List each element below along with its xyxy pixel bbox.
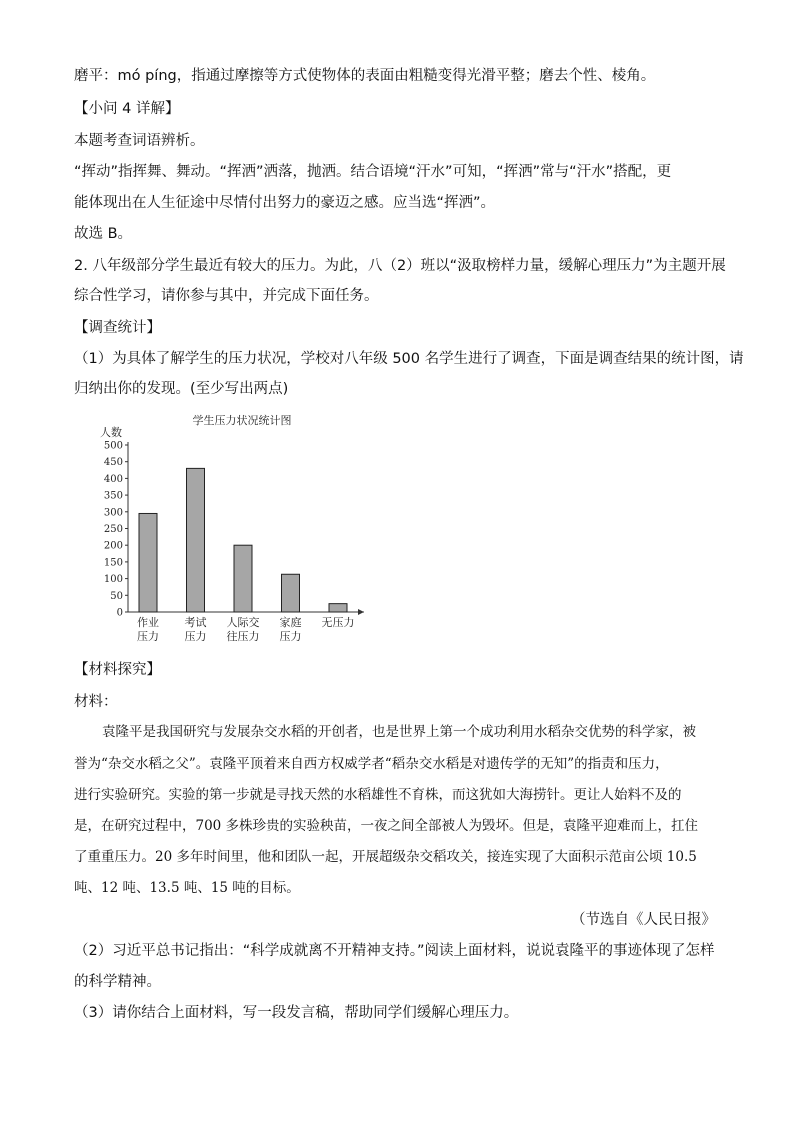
section-heading: 【小问 4 详解】	[74, 101, 180, 117]
y-tick-label: 250	[103, 524, 123, 535]
question-2: 2. 八年级部分学生最近有较大的压力。为此，八（2）班以“汲取榜样力量，缓解心理压力”为主题开展	[74, 258, 726, 274]
material-line: 是，在研究过程中，700 多株珍贵的实验秧苗，一夜之间全部被人为毁坏。但是，袁隆平迎难而上，扛住	[74, 818, 699, 834]
text-line: “挥动”指挥舞、舞动。“挥洒”洒落，抛洒。结合语境“汗水”可知，“挥洒”常与“汗水”搭配，更	[74, 164, 672, 180]
text-line: 磨平：mó píng，指通过摩擦等方式使物体的表面由粗糙变得光滑平整；磨去个性、棱角。	[74, 68, 656, 84]
bar	[234, 545, 252, 612]
bar	[139, 513, 157, 612]
y-axis-label: 人数	[100, 426, 122, 439]
section-heading: 【调查统计】	[74, 320, 161, 336]
x-tick-label: 往压力	[226, 630, 260, 643]
x-axis-arrow	[358, 609, 364, 615]
stress-bar-chart	[92, 408, 382, 652]
y-tick-label: 450	[103, 457, 123, 469]
x-tick-label: 人际交	[226, 616, 260, 629]
section-heading: 【材料探究】	[74, 662, 161, 678]
y-tick-label: 50	[110, 590, 123, 602]
material-line: 进行实验研究。实验的第一步就是寻找天然的水稻雄性不育株，而这犹如大海捞针。更让人始料不及的	[74, 787, 682, 803]
y-tick-label: 400	[103, 473, 123, 485]
sub-question-2: （2）习近平总书记指出：“科学成就离不开精神支持。”阅读上面材料，说说袁隆平的事迹体现了怎样	[74, 943, 715, 959]
text-line: 本题考查词语辨析。	[74, 133, 205, 149]
chart-title: 学生压力状况统计图	[192, 414, 292, 427]
bar	[187, 468, 205, 612]
text-line: 故选 B。	[74, 226, 133, 242]
x-tick-label: 压力	[279, 630, 302, 643]
material-line: 誉为“杂交水稻之父”。袁隆平顶着来自西方权威学者“稻杂交水稻是对遗传学的无知”的指责和压力，	[74, 756, 669, 772]
x-tick-label: 压力	[184, 630, 207, 643]
material-line: 袁隆平是我国研究与发展杂交水稻的开创者，也是世界上第一个成功利用水稻杂交优势的科学家，被	[102, 724, 696, 740]
bar	[329, 604, 347, 612]
text-line: 材料：	[74, 694, 118, 710]
y-tick-label: 350	[103, 490, 123, 502]
y-tick-label: 300	[103, 507, 123, 519]
y-tick-label: 150	[103, 557, 123, 569]
y-tick-label: 0	[116, 607, 123, 619]
x-tick-label: 压力	[137, 630, 159, 643]
text-line: 归纳出你的发现。(至少写出两点)	[74, 381, 289, 397]
x-tick-label: 家庭	[279, 616, 302, 629]
sub-question-3: （3）请你结合上面材料，写一段发言稿，帮助同学们缓解心理压力。	[74, 1005, 519, 1021]
material-line: 吨、12 吨、13.5 吨、15 吨的目标。	[74, 880, 300, 896]
source-citation: （节选自《人民日报》	[571, 912, 716, 928]
y-tick-label: 200	[103, 540, 123, 552]
text-line: 能体现出在人生征途中尽情付出努力的豪迈之感。应当选“挥洒”。	[74, 195, 496, 211]
material-line: 了重重压力。20 多年时间里，他和团队一起，开展超级杂交稻攻关，接连实现了大面积示范亩公顷 10.5	[74, 849, 697, 865]
x-tick-label: 考试	[184, 616, 207, 629]
text-line: 的科学精神。	[74, 974, 161, 990]
y-tick-label: 100	[103, 574, 123, 586]
x-tick-label: 无压力	[321, 616, 355, 629]
y-tick-label: 500	[103, 440, 123, 452]
text-line: 综合性学习，请你参与其中，并完成下面任务。	[74, 288, 379, 304]
x-tick-label: 作业	[137, 616, 159, 629]
sub-question-1: （1）为具体了解学生的压力状况，学校对八年级 500 名学生进行了调查，下面是调查结果的统计图，请	[74, 351, 744, 367]
bar	[282, 574, 300, 612]
